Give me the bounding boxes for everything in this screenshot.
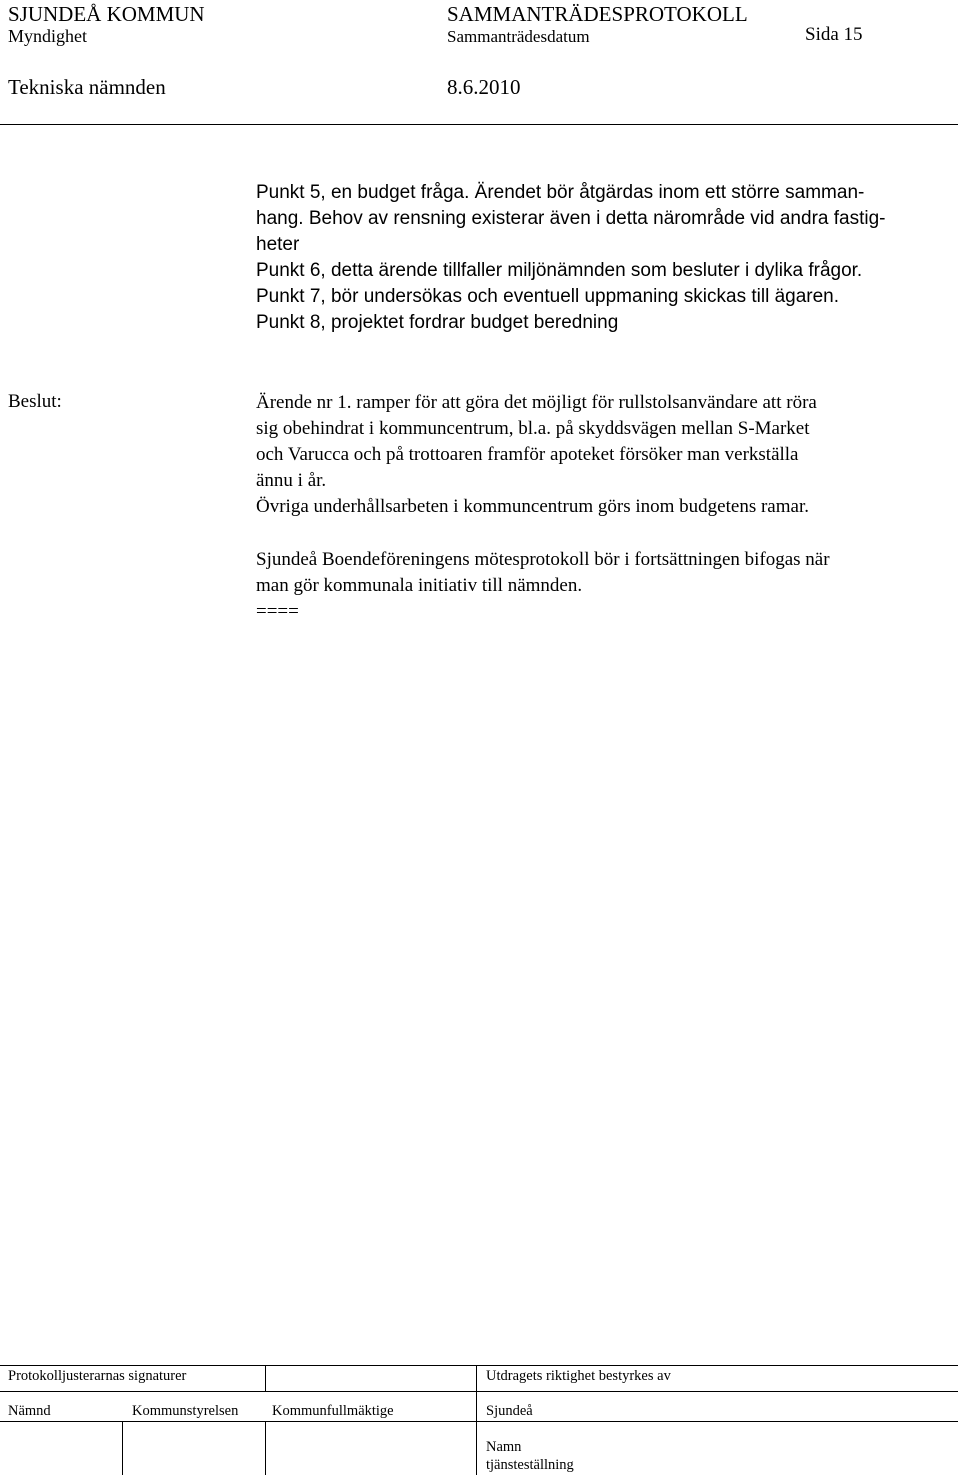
footer-divider [476, 1365, 477, 1475]
header-divider [0, 124, 958, 125]
footer-lower-rule [0, 1421, 958, 1422]
municipality-name: SJUNDEÅ KOMMUN [8, 2, 205, 26]
intro-line: Punkt 7, bör undersökas och eventuell uppmaning skickas till ägaren. [256, 286, 840, 307]
meeting-date: 8.6.2010 [447, 75, 521, 99]
page-number: Sida 15 [805, 24, 863, 45]
authority-label: Myndighet [8, 26, 87, 46]
decision-text [256, 390, 817, 520]
body-label: Nämnd [8, 1403, 51, 1419]
note-line: man gör kommunala initiativ till nämnden. [256, 575, 583, 596]
intro-line: hang. Behov av rensning existerar även i detta närområde vid andra fastig- [256, 208, 886, 229]
footer-top-rule [0, 1365, 958, 1366]
intro-line: heter [256, 234, 300, 255]
intro-line: Punkt 8, projektet fordrar budget beredning [256, 312, 619, 333]
certified-label: Utdragets riktighet bestyrkes av [486, 1368, 671, 1384]
position-label: tjänsteställning [486, 1457, 574, 1473]
decision-line: Ärende nr 1. ramper för att göra det möjligt för rullstolsanvändare att röra [256, 392, 817, 413]
decision-note [256, 547, 830, 625]
note-line: Sjundeå Boendeföreningens mötesprotokoll bör i fortsättningen bifogas när [256, 549, 830, 570]
footer-divider [122, 1421, 123, 1475]
intro-line: Punkt 6, detta ärende tillfaller miljönämnden som besluter i dylika frågor. [256, 260, 863, 281]
intro-line: Punkt 5, en budget fråga. Ärendet bör åtgärdas inom ett större samman- [256, 182, 865, 203]
end-mark: ==== [256, 601, 299, 622]
intro-paragraph [256, 180, 885, 336]
decision-line: ännu i år. [256, 470, 327, 491]
municipality-footer-label: Sjundeå [486, 1403, 533, 1419]
protocol-title: SAMMANTRÄDESPROTOKOLL [447, 2, 748, 26]
decision-line: Övriga underhållsarbeten i kommuncentrum görs inom budgetens ramar. [256, 496, 809, 517]
decision-line: och Varucca och på trottoaren framför apoteket försöker man verkställa [256, 444, 799, 465]
name-label: Namn [486, 1439, 522, 1455]
decision-label: Beslut: [8, 391, 62, 412]
board-label: Kommunstyrelsen [132, 1403, 239, 1419]
footer-divider [265, 1421, 266, 1475]
committee-name: Tekniska nämnden [8, 75, 166, 99]
council-label: Kommunfullmäktige [272, 1403, 394, 1419]
footer-divider [265, 1365, 266, 1391]
signatures-label: Protokolljusterarnas signaturer [8, 1368, 187, 1384]
decision-line: sig obehindrat i kommuncentrum, bl.a. på skyddsvägen mellan S-Market [256, 418, 810, 439]
meeting-date-label: Sammanträdesdatum [447, 27, 590, 46]
footer-mid-rule [0, 1391, 958, 1392]
